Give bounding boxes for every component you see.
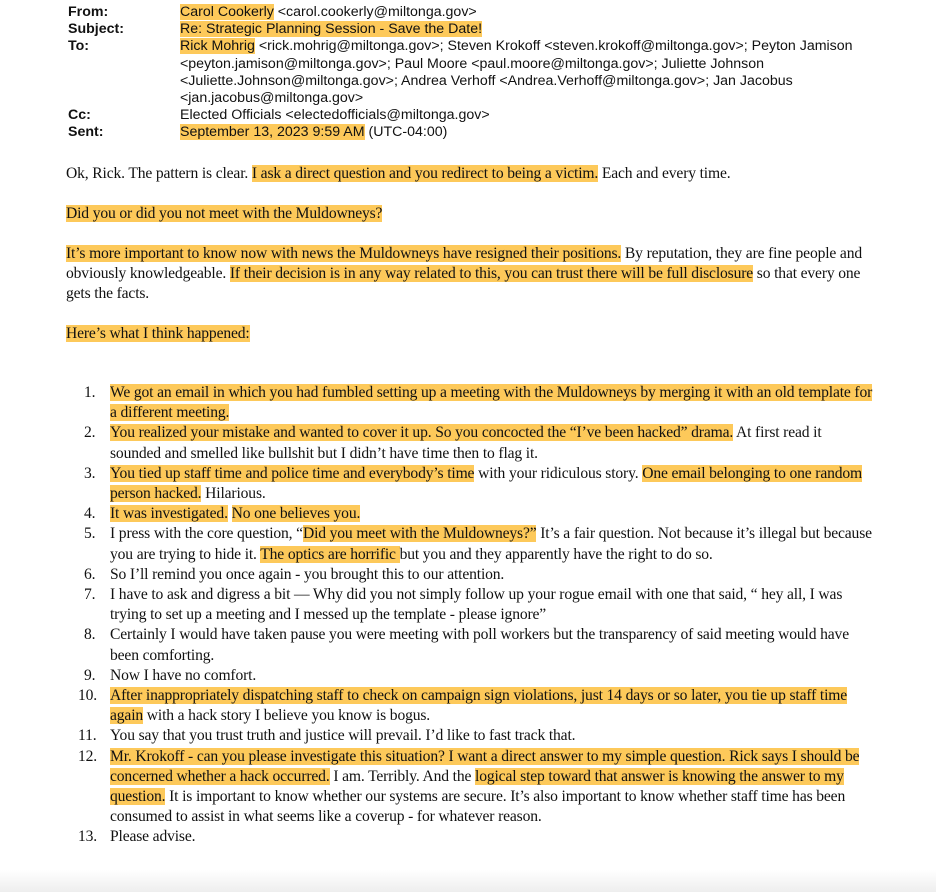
to-label: To: [68, 38, 90, 55]
paragraph-1 [66, 164, 872, 184]
text: Ok, Rick. The pattern is clear. [66, 165, 252, 182]
highlighted-text: It’s more important to know now with news the Muldowneys have resigned their positions. [66, 245, 622, 262]
recipients-line-1: <rick.mohrig@miltonga.gov>; Steven Krokoff <steven.krokoff@miltonga.gov>; Peyton Jamison [254, 38, 853, 55]
text: I have to ask and digress a bit — Why did you not simply follow up your rogue email with one that said, “ hey all, I was trying to set up a meeting and I messed up the template - please ignore” [110, 586, 843, 624]
list-item-number: 1. [84, 384, 96, 401]
list-item-number: 10. [78, 687, 98, 705]
from-label: From: [68, 4, 109, 20]
from-row [68, 4, 928, 21]
recipients [180, 38, 928, 107]
list-item-number: 13. [78, 828, 98, 846]
highlighted-text: Did you meet with the Muldowneys?” [302, 525, 537, 543]
text: so that every one gets the facts. [66, 265, 861, 302]
text: It’s a fair question. Not because it’s illegal but because you are trying to hide it. [110, 525, 872, 563]
list-item-number: 9. [84, 666, 96, 684]
highlighted-text: I ask a direct question and you redirect to being a victim. [251, 165, 599, 182]
subject-text: Re: Strategic Planning Session - Save the Date! [180, 21, 483, 38]
highlighted-text: Did you or did you not meet with the Muldowneys? [66, 205, 383, 222]
text: I press with the core question, “ [110, 525, 303, 543]
list-item [84, 504, 874, 524]
cc-row [68, 107, 928, 124]
list-item-number: 11. [78, 727, 97, 745]
highlighted-text: You tied up staff time and police time and everybody’s time [110, 464, 475, 482]
sent-date: September 13, 2023 9:59 AM [180, 124, 365, 141]
list-item [78, 747, 874, 828]
list-item-number: 5. [84, 525, 96, 543]
highlighted-text: Here’s what I think happened: [66, 325, 250, 342]
highlighted-text: Mr. Krokoff - can you please investigate this situation? I want a direct answer to my simple question. Rick says I should be concerned whether a hack occurred. [110, 747, 860, 785]
list-item [84, 423, 874, 463]
list-item-number: 6. [84, 565, 96, 583]
text: Hilarious. [201, 485, 266, 503]
text: with a hack story I believe you know is bogus. [143, 707, 431, 725]
numbered-list [78, 383, 874, 848]
recipients-line-2: <peyton.jamison@miltonga.gov>; Paul Moore <paul.moore@miltonga.gov>; Juliette Johnson [180, 55, 765, 72]
list-item [84, 666, 874, 686]
list-item [78, 726, 874, 746]
paragraph-2 [66, 204, 872, 224]
highlighted-text: It was investigated. [110, 505, 228, 523]
text: So I’ll remind you once again - you brought this to our attention. [110, 565, 505, 583]
email-header [68, 4, 928, 142]
subject-row [68, 21, 928, 38]
list-item [84, 383, 874, 423]
list-item-number: 7. [84, 586, 96, 604]
highlighted-text: If their decision is in any way related to this, you can trust there will be full disclosure [229, 265, 754, 282]
cc-text: Elected Officials <electedofficials@miltonga.gov> [180, 107, 490, 124]
list-item [78, 827, 874, 847]
highlighted-text: After inappropriately dispatching staff to check on campaign sign violations, just 14 days or so later, you tie up staff time again [110, 687, 848, 725]
highlighted-text: The optics are horrific [260, 545, 400, 563]
sent-row [68, 124, 928, 141]
recipients-line-3: <Juliette.Johnson@miltonga.gov>; Andrea Verhoff <Andrea.Verhoff@miltonga.gov>; Jan Jacobus [180, 72, 793, 89]
list-item-number: 2. [84, 424, 96, 442]
page-bottom-shadow [0, 870, 936, 892]
to-row [68, 38, 928, 107]
text: I am. Terribly. And the [329, 767, 476, 785]
list-item-number: 4. [84, 505, 96, 523]
highlighted-text: No one believes you. [231, 505, 361, 523]
text: You say that you trust truth and justice will prevail. I’d like to fast track that. [110, 727, 576, 745]
list-item [84, 565, 874, 585]
list-item [84, 464, 874, 504]
list-item [78, 686, 874, 726]
text: Now I have no comfort. [110, 666, 257, 684]
list-item [84, 524, 874, 564]
text: By reputation, they are fine people and obviously knowledgeable. [66, 245, 862, 282]
text: It is important to know whether our systems are secure. It’s also important to know whether staff time has been consumed to assist in what seems like a coverup - for whatever reason. [110, 788, 846, 826]
text: Each and every time. [598, 165, 731, 182]
sent-timezone: (UTC-04:00) [364, 124, 448, 141]
sent-label: Sent: [68, 124, 104, 141]
subject-label: Subject: [68, 21, 124, 38]
highlighted-text: logical step toward that answer is knowing the answer to my question. [110, 767, 844, 806]
paragraph-4 [66, 324, 872, 344]
list-item-number: 12. [78, 747, 98, 765]
paragraph-3 [66, 244, 872, 304]
list-item [84, 585, 874, 625]
text: but you and they apparently have the right to do so. [399, 545, 713, 563]
text: Please advise. [110, 828, 196, 846]
sender-name: Carol Cookerly [180, 4, 274, 20]
list-item [84, 625, 874, 665]
text: with your ridiculous story. [474, 464, 643, 482]
list-item-number: 8. [84, 626, 96, 644]
list-item-number: 3. [84, 464, 96, 482]
text: Certainly I would have taken pause you were meeting with poll workers but the transparency of said meeting would have been comforting. [110, 626, 849, 664]
recipients-line-4: <jan.jacobus@miltonga.gov> [180, 90, 364, 107]
highlighted-text: You realized your mistake and wanted to cover it up. So you concocted the “I’ve been hacked” drama. [110, 424, 734, 442]
sender-email: <carol.cookerly@miltonga.gov> [273, 4, 477, 20]
cc-label: Cc: [68, 107, 91, 124]
highlighted-text: We got an email in which you had fumbled setting up a meeting with the Muldowneys by merging it with an old template for a different meeting. [110, 384, 873, 422]
text: At first read it sounded and smelled like bullshit but I didn’t have time then to flag it. [110, 424, 822, 462]
email-body [66, 164, 872, 364]
highlighted-text: One email belonging to one random person hacked. [110, 464, 863, 503]
first-recipient-name: Rick Mohrig [180, 38, 255, 55]
